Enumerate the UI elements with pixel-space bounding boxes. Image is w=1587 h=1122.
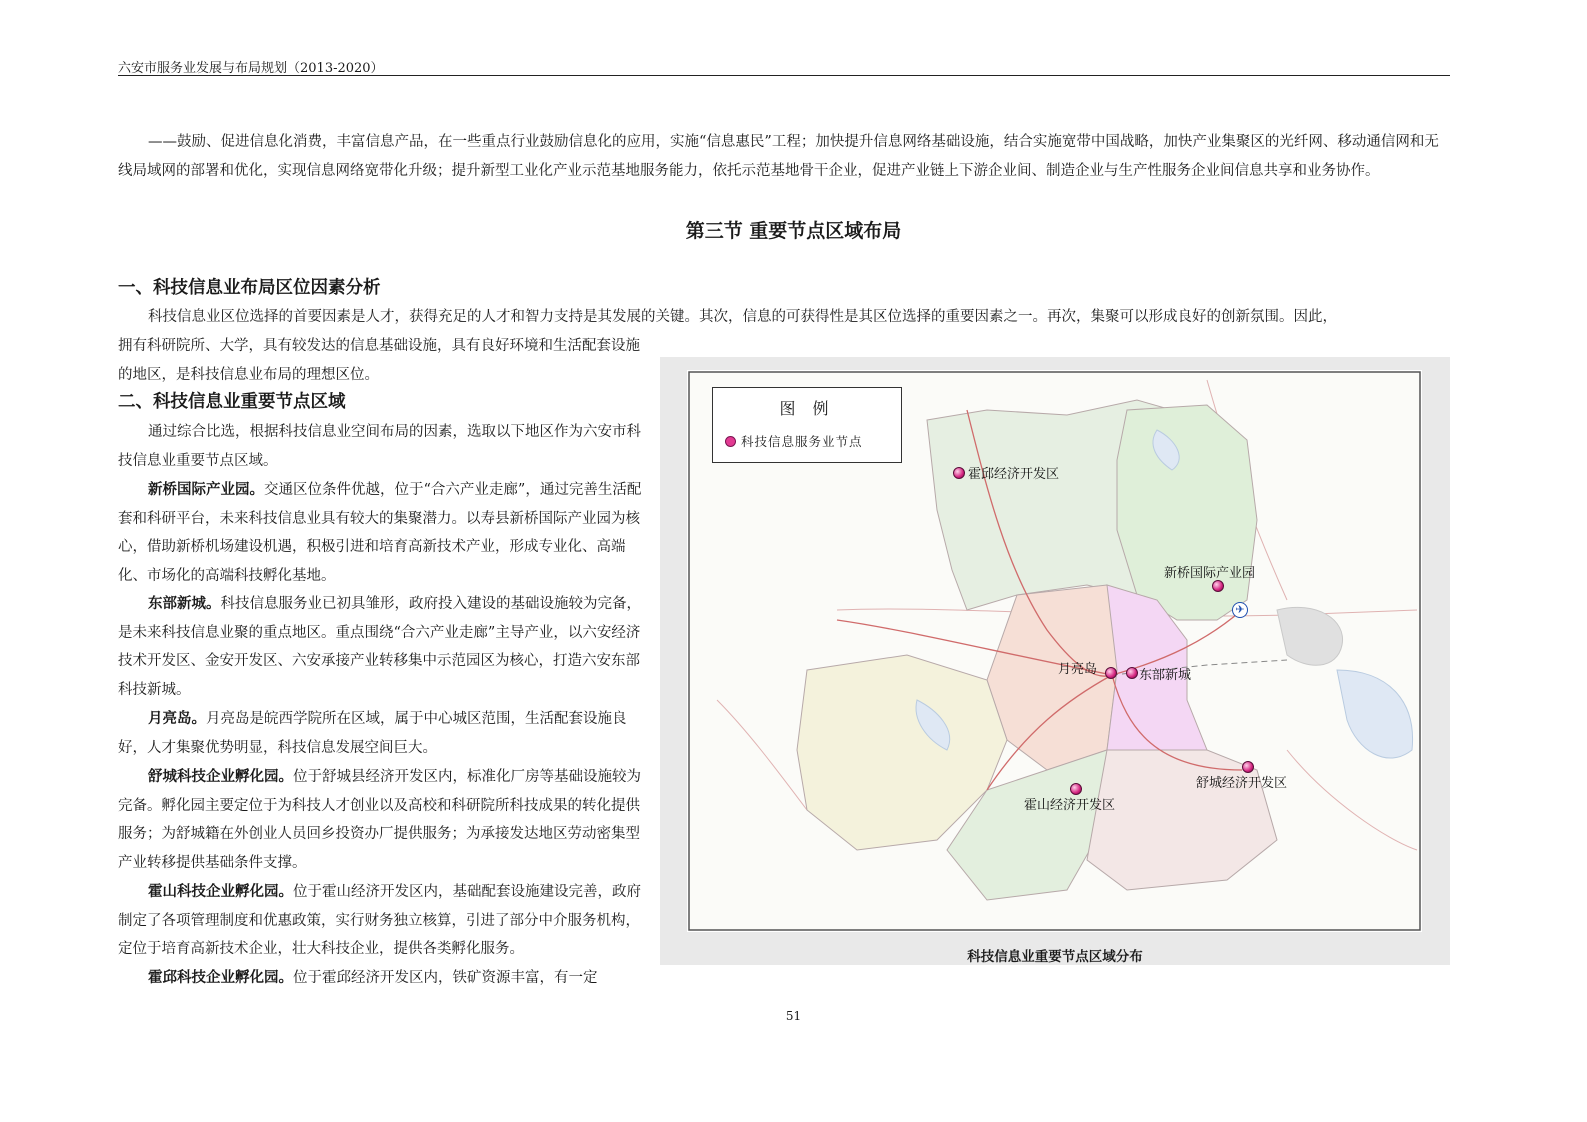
node-marker-moon-island <box>1105 667 1117 679</box>
map-legend <box>712 387 902 463</box>
node-label-huoshan: 霍山经济开发区 <box>1024 798 1116 813</box>
heading-location-factors: 一、科技信息业布局区位因素分析 <box>118 278 381 298</box>
header-rule <box>118 75 1450 76</box>
item-xinqiao <box>118 476 648 590</box>
section-title: 第三节 重要节点区域布局 <box>685 220 902 242</box>
item-huoshan <box>118 878 648 964</box>
map-figure <box>660 357 1450 965</box>
item-text: 位于霍山经济开发区内，基础配套设施建设完善，政府制定了各项管理制度和优惠政策，实行财务独立核算，引进了部分中介服务机构，定位于培育高新技术企业，壮大科技企业，提供各类孵化服务。 <box>118 884 641 957</box>
item-text: 科技信息服务业已初具雏形，政府投入建设的基础设施较为完备，是未来科技信息业聚的重点地区。重点围绕“合六产业走廊”主导产业，以六安经济技术开发区、金安开发区、六安承接产业转移集中示范园区为核心，打造六安东部科技新城。 <box>118 596 641 698</box>
node-marker-xinqiao <box>1212 580 1224 592</box>
node-marker-huoqiu <box>953 467 965 479</box>
running-header: 六安市服务业发展与布局规划（2013-2020） <box>118 61 384 76</box>
item-text: 位于舒城县经济开发区内，标准化厂房等基础设施较为完备。孵化园主要定位于为科技人才创业以及高校和科研院所科技成果的转化提供服务；为舒城籍在外创业人员回乡投资办厂提供服务；为承接发达地区劳动密集型产业转移提供基础条件支撑。 <box>118 769 641 871</box>
node-label-shucheng: 舒城经济开发区 <box>1196 776 1288 791</box>
item-name: 东部新城。 <box>148 595 221 612</box>
paragraph-key-nodes-intro: 通过综合比选，根据科技信息业空间布局的因素，选取以下地区作为六安市科技信息业重要节点区域。 <box>118 424 641 469</box>
node-label-huoqiu: 霍邱经济开发区 <box>968 467 1060 482</box>
paragraph-location-factors-rest: 拥有科研院所、大学，具有较发达的信息基础设施，具有良好环境和生活配套设施的地区，是科技信息业布局的理想区位。 <box>118 338 640 383</box>
legend-title: 图 例 <box>779 399 835 418</box>
node-label-xinqiao: 新桥国际产业园 <box>1164 566 1256 581</box>
airplane-icon: ✈ <box>1232 602 1248 618</box>
item-huoqiu <box>118 964 648 993</box>
item-name: 月亮岛。 <box>148 710 206 727</box>
legend-label: 科技信息服务业节点 <box>741 434 863 449</box>
paragraph-location-factors-line1: 科技信息业区位选择的首要因素是人才，获得充足的人才和智力支持是其发展的关键。其次，信息的可获得性是其区位选择的重要因素之一。再次，集聚可以形成良好的创新氛围。因此， <box>148 309 1337 325</box>
item-name: 新桥国际产业园。 <box>148 481 264 498</box>
item-shucheng <box>118 763 648 877</box>
map-frame <box>687 370 1422 932</box>
item-moon-island <box>118 705 648 762</box>
item-text: 月亮岛是皖西学院所在区域，属于中心城区范围，生活配套设施良好，人才集聚优势明显，科技信息发展空间巨大。 <box>118 711 627 756</box>
node-marker-east-new-town <box>1126 667 1138 679</box>
node-label-east-new-town: 东部新城 <box>1139 668 1192 683</box>
item-text: 交通区位条件优越，位于“合六产业走廊”，通过完善生活配套和科研平台，未来科技信息业具有较大的集聚潜力。以寿县新桥国际产业园为核心，借助新桥机场建设机遇，积极引进和培育高新技术产业，形成专业化、高端化、市场化的高端科技孵化基地。 <box>118 482 642 584</box>
heading-key-nodes: 二、科技信息业重要节点区域 <box>118 392 346 412</box>
intro-paragraph: ——鼓励、促进信息化消费，丰富信息产品，在一些重点行业鼓励信息化的应用，实施“信息惠民”工程；加快提升信息网络基础设施，结合实施宽带中国战略，加快产业集聚区的光纤网、移动通信网和无线局域网的部署和优化，实现信息网络宽带化升级；提升新型工业化产业示范基地服务能力，依托示范基地骨干企业，促进产业链上下游企业间、制造企业与生产性服务企业间信息共享和业务协作。 <box>118 134 1439 179</box>
figure-caption: 科技信息业重要节点区域分布 <box>967 949 1143 965</box>
item-name: 舒城科技企业孵化园。 <box>148 768 293 785</box>
region-shouxian <box>1117 405 1257 620</box>
item-text: 位于霍邱经济开发区内，铁矿资源丰富，有一定 <box>293 970 598 986</box>
page-number: 51 <box>785 1009 802 1023</box>
node-label-moon-island: 月亮岛 <box>1058 662 1098 677</box>
item-name: 霍邱科技企业孵化园。 <box>148 969 293 986</box>
item-name: 霍山科技企业孵化园。 <box>148 883 293 900</box>
item-east-new-town <box>118 590 648 704</box>
legend-node-marker <box>725 436 736 447</box>
